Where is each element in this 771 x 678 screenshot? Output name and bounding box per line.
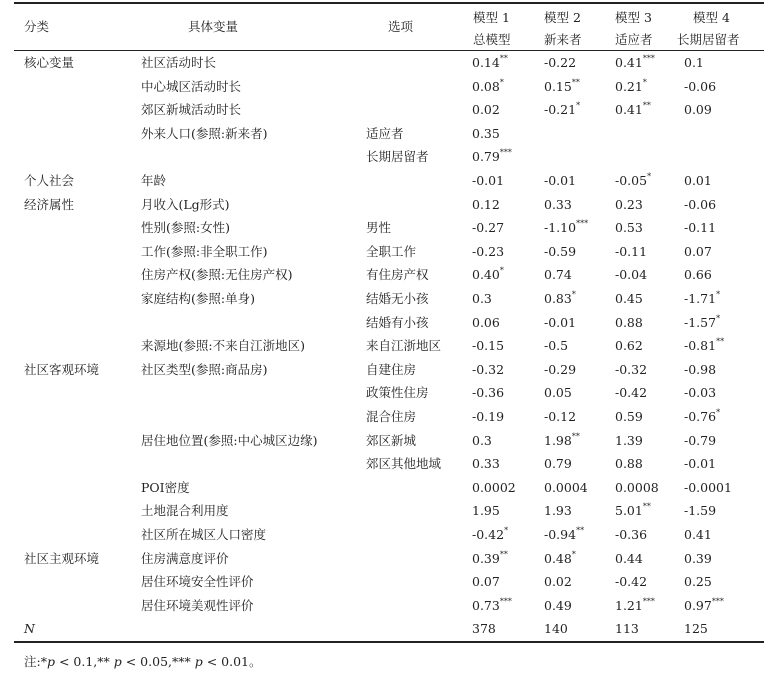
model-1-cell: [472, 287, 492, 311]
significance-stars: ***: [576, 219, 589, 229]
coefficient-value: -1.59: [684, 503, 717, 519]
model-3-cell: [615, 617, 639, 641]
coefficient-value: -0.32: [615, 361, 648, 377]
model-2-cell: [544, 263, 572, 287]
coefficient-value: 0.01: [684, 173, 712, 188]
model-1-cell: [472, 452, 500, 476]
category-cell: 个人社会: [24, 173, 75, 188]
model-2-cell: [544, 358, 576, 382]
model-3-cell: [615, 358, 647, 382]
model-1-cell: [472, 547, 508, 571]
model-4-cell: [684, 169, 712, 193]
table-row: [14, 358, 764, 382]
table-row: [14, 240, 764, 264]
variable-cell: 性别(参照:女性): [141, 220, 230, 236]
model-2-cell: [544, 570, 572, 594]
model-4-cell: [684, 240, 712, 264]
model-1-cell: [472, 476, 516, 500]
model-2-cell: [544, 334, 568, 358]
significance-stars: *: [647, 172, 652, 181]
coefficient-value: 0.44: [615, 550, 643, 566]
model-1-cell: [472, 570, 500, 594]
note-p-1: p: [46, 654, 55, 669]
coefficient-value: 0.0004: [544, 479, 588, 495]
coefficient-value: 113: [615, 621, 639, 637]
coefficient-value: 5.01: [615, 503, 643, 519]
model-1-cell: [472, 122, 500, 146]
coefficient-value: -1.71: [684, 291, 717, 306]
model-4-cell: [684, 193, 716, 217]
model-3-cell: [615, 98, 651, 122]
coefficient-value: -0.27: [472, 220, 505, 236]
significance-stars: ***: [499, 148, 512, 158]
variable-cell: 土地混合利用度: [141, 503, 229, 519]
model-1-cell: [472, 334, 504, 358]
model-3-cell: [615, 476, 659, 500]
variable-cell: 住房产权(参照:无住房产权): [141, 267, 293, 283]
model-2-cell: [544, 287, 576, 311]
category-cell: 社区客观环境: [24, 361, 100, 377]
coefficient-value: 0.83: [544, 291, 572, 306]
significance-stars: *: [571, 290, 576, 299]
model-1-cell: [472, 169, 504, 193]
significance-stars: **: [716, 337, 725, 347]
significance-stars: **: [642, 502, 651, 512]
model-3-cell: [615, 570, 647, 594]
model-3-cell: [615, 75, 647, 99]
variable-cell: 社区所在城区人口密度: [141, 527, 267, 542]
significance-stars: **: [499, 549, 508, 559]
table-row: [14, 98, 764, 122]
coefficient-value: 1.95: [472, 503, 500, 519]
coefficient-value: 0.79: [544, 456, 572, 472]
option-cell: 来自江浙地区: [366, 338, 442, 354]
coefficient-value: 0.02: [544, 574, 572, 590]
variable-cell: 来源地(参照:不来自江浙地区): [141, 338, 305, 354]
table-row: [14, 51, 764, 75]
coefficient-value: -0.42: [615, 574, 648, 590]
coefficient-value: 0.41: [615, 55, 643, 70]
header-model-3-sub: 适应者: [615, 32, 653, 47]
coefficient-value: 0.02: [472, 102, 500, 118]
model-4-cell: [684, 216, 716, 240]
header-category: 分类: [24, 19, 50, 34]
coefficient-value: 0.41: [615, 102, 643, 118]
significance-stars: *: [642, 77, 647, 87]
note-star-2: **: [97, 654, 114, 669]
model-1-cell: [472, 523, 508, 547]
note-p-2: p: [113, 654, 122, 669]
table-row: [14, 75, 764, 99]
variable-cell: 家庭结构(参照:单身): [141, 291, 255, 306]
coefficient-value: 0.41: [684, 527, 712, 542]
coefficient-value: -0.01: [472, 173, 505, 188]
significance-stars: *: [499, 266, 504, 276]
model-1-cell: [472, 51, 508, 75]
model-4-cell: [684, 51, 704, 75]
coefficient-value: 0.33: [472, 456, 500, 472]
coefficient-value: 1.21: [615, 597, 643, 613]
coefficient-value: 0.79: [472, 149, 500, 165]
coefficient-value: 0.05: [544, 385, 572, 401]
header-variable: 具体变量: [188, 19, 239, 34]
option-cell: 混合住房: [366, 409, 417, 424]
significance-stars: **: [642, 101, 651, 111]
coefficient-value: -0.01: [684, 456, 717, 472]
significance-stars: *: [716, 408, 721, 417]
coefficient-value: -0.23: [472, 243, 505, 259]
model-4-cell: [684, 311, 720, 335]
category-cell: 社区主观环境: [24, 550, 100, 566]
coefficient-value: 1.39: [615, 432, 643, 448]
model-1-cell: [472, 594, 512, 618]
option-cell: 郊区其他地域: [366, 456, 442, 472]
header-model-1-sub: 总模型: [473, 32, 511, 47]
model-1-cell: [472, 499, 500, 523]
coefficient-value: -0.01: [544, 314, 577, 330]
coefficient-value: -0.11: [615, 243, 648, 259]
coefficient-value: -0.21: [544, 102, 577, 118]
coefficient-value: -0.98: [684, 361, 717, 377]
coefficient-value: -0.11: [684, 220, 717, 236]
note-threshold-1: < 0.1,: [54, 654, 98, 669]
model-2-cell: [544, 617, 568, 641]
model-3-cell: [615, 523, 647, 547]
model-3-cell: [615, 51, 655, 75]
coefficient-value: 0.07: [684, 243, 712, 259]
coefficient-value: -0.5: [544, 338, 569, 354]
coefficient-value: -1.10: [544, 220, 577, 236]
model-1-cell: [472, 311, 500, 335]
coefficient-value: 0.73: [472, 597, 500, 613]
variable-cell: 居住环境美观性评价: [141, 597, 254, 613]
model-2-cell: [544, 51, 576, 75]
coefficient-value: -0.03: [684, 385, 717, 401]
model-2-cell: [544, 98, 580, 122]
significance-stars: ***: [711, 596, 724, 606]
model-2-cell: [544, 311, 576, 335]
table-row: [14, 452, 764, 476]
table-row: [14, 499, 764, 523]
option-cell: 自建住房: [366, 361, 417, 377]
coefficient-value: 0.74: [544, 267, 572, 283]
coefficient-value: 0.0008: [615, 479, 659, 495]
model-2-cell: [544, 75, 580, 99]
coefficient-value: 0.66: [684, 267, 712, 283]
model-1-cell: [472, 145, 512, 169]
model-4-cell: [684, 381, 716, 405]
model-4-cell: [684, 499, 716, 523]
coefficient-value: 0.3: [472, 291, 492, 306]
header-option: 选项: [388, 19, 414, 34]
model-3-cell: [615, 216, 643, 240]
model-1-cell: [472, 98, 500, 122]
model-4-cell: [684, 263, 712, 287]
coefficient-value: 1.93: [544, 503, 572, 519]
model-3-cell: [615, 452, 643, 476]
option-cell: 长期居留者: [366, 149, 429, 165]
note-star-1: *: [40, 654, 47, 669]
coefficient-value: 0.88: [615, 314, 643, 330]
variable-cell: 郊区新城活动时长: [141, 102, 242, 118]
model-1-cell: [472, 75, 504, 99]
coefficient-value: 0.53: [615, 220, 643, 236]
variable-cell: 居住地位置(参照:中心城区边缘): [141, 432, 318, 448]
table-row: [14, 287, 764, 311]
table-row: [14, 193, 764, 217]
model-2-cell: [544, 381, 572, 405]
coefficient-value: -0.12: [544, 409, 577, 424]
significance-stars: *: [576, 101, 581, 111]
table-row: [14, 523, 764, 547]
coefficient-value: 0.08: [472, 78, 500, 94]
model-3-cell: [615, 547, 643, 571]
significance-stars: **: [576, 526, 585, 535]
table-row: [14, 334, 764, 358]
table-row: [14, 405, 764, 429]
model-4-cell: [684, 523, 712, 547]
model-1-cell: [472, 405, 504, 429]
model-3-cell: [615, 405, 643, 429]
model-3-cell: [615, 263, 647, 287]
significance-stars: *: [716, 313, 721, 323]
header-model-4-name: 模型 4: [693, 10, 730, 25]
coefficient-value: 378: [472, 621, 496, 637]
table-row: [14, 547, 764, 571]
table-row: [14, 381, 764, 405]
model-2-cell: [544, 452, 572, 476]
model-2-cell: [544, 405, 576, 429]
significance-stars: *: [504, 526, 509, 535]
model-2-cell: [544, 216, 588, 240]
model-3-cell: [615, 334, 643, 358]
model-2-cell: [544, 594, 572, 618]
variable-cell: 外来人口(参照:新来者): [141, 125, 268, 141]
significance-stars: **: [571, 77, 580, 87]
table-row: [14, 122, 764, 146]
coefficient-value: -1.57: [684, 314, 717, 330]
significance-stars: *: [716, 290, 721, 299]
model-2-cell: [544, 523, 584, 547]
coefficient-value: -0.32: [472, 361, 505, 377]
coefficient-value: -0.04: [615, 267, 648, 283]
coefficient-value: 0.0002: [472, 479, 516, 495]
coefficient-value: 0.45: [615, 291, 643, 306]
table-row: [14, 145, 764, 169]
option-cell: 适应者: [366, 125, 404, 141]
significance-stars: ***: [642, 54, 655, 63]
coefficient-value: -0.15: [472, 338, 505, 354]
table-row: [14, 216, 764, 240]
coefficient-value: 0.88: [615, 456, 643, 472]
note-prefix: 注:: [24, 654, 41, 669]
category-cell: 经济属性: [24, 196, 75, 212]
coefficient-value: 1.98: [544, 432, 572, 448]
model-3-cell: [615, 240, 647, 264]
model-1-cell: [472, 263, 504, 287]
coefficient-value: -0.01: [544, 173, 577, 188]
coefficient-value: 0.1: [684, 55, 704, 70]
model-4-cell: [684, 476, 732, 500]
coefficient-value: 0.49: [544, 597, 572, 613]
option-cell: 有住房产权: [366, 267, 429, 283]
top-rule: [14, 2, 764, 4]
coefficient-value: -0.94: [544, 527, 577, 542]
significance-stars: ***: [499, 596, 512, 606]
coefficient-value: 0.62: [615, 338, 643, 354]
coefficient-value: -0.42: [615, 385, 648, 401]
coefficient-value: -0.76: [684, 409, 717, 424]
variable-cell: 中心城区活动时长: [141, 78, 242, 94]
table-row: [14, 594, 764, 618]
variable-cell: 社区类型(参照:商品房): [141, 361, 268, 377]
model-2-cell: [544, 193, 572, 217]
coefficient-value: -0.0001: [684, 479, 732, 495]
model-4-cell: [684, 287, 720, 311]
header-model-4-sub: 长期居留者: [677, 32, 740, 47]
coefficient-value: 0.59: [615, 409, 643, 424]
table-row: [14, 263, 764, 287]
model-1-cell: [472, 193, 500, 217]
table-row: [14, 476, 764, 500]
model-1-cell: [472, 358, 504, 382]
variable-cell: 住房满意度评价: [141, 550, 229, 566]
variable-cell: 居住环境安全性评价: [141, 574, 254, 590]
coefficient-value: -0.79: [684, 432, 717, 448]
option-cell: 男性: [366, 220, 392, 236]
coefficient-value: 0.14: [472, 55, 500, 70]
option-cell: 结婚有小孩: [366, 314, 429, 330]
coefficient-value: -0.06: [684, 78, 717, 94]
table-row: [14, 169, 764, 193]
model-4-cell: [684, 429, 716, 453]
model-1-cell: [472, 381, 504, 405]
coefficient-value: -0.59: [544, 243, 577, 259]
model-4-cell: [684, 405, 720, 429]
coefficient-value: 0.35: [472, 125, 500, 141]
header-model-2-sub: 新来者: [544, 32, 582, 47]
coefficient-value: -0.29: [544, 361, 577, 377]
model-4-cell: [684, 75, 716, 99]
model-1-cell: [472, 240, 504, 264]
table-row: [14, 570, 764, 594]
model-2-cell: [544, 240, 576, 264]
significance-stars: ***: [642, 596, 655, 606]
note-threshold-2: < 0.05,: [121, 654, 172, 669]
coefficient-value: -0.06: [684, 196, 717, 212]
note-star-3: ***: [172, 654, 195, 669]
option-cell: 政策性住房: [366, 385, 429, 401]
model-3-cell: [615, 311, 643, 335]
significance-stars: **: [499, 54, 508, 63]
coefficient-value: 0.39: [472, 550, 500, 566]
model-4-cell: [684, 547, 712, 571]
model-4-cell: [684, 617, 708, 641]
model-4-cell: [684, 452, 716, 476]
table-row: [14, 311, 764, 335]
table-row: [14, 429, 764, 453]
table-note: [24, 652, 262, 670]
model-3-cell: [615, 381, 647, 405]
coefficient-value: 0.48: [544, 550, 572, 566]
header-model-1-name: 模型 1: [473, 10, 510, 25]
variable-cell: 年龄: [141, 173, 167, 188]
model-3-cell: [615, 193, 643, 217]
model-3-cell: [615, 287, 643, 311]
coefficient-value: 125: [684, 621, 708, 637]
model-4-cell: [684, 358, 716, 382]
coefficient-value: 0.97: [684, 597, 712, 613]
variable-cell: 社区活动时长: [141, 55, 217, 70]
coefficient-value: 0.23: [615, 196, 643, 212]
model-2-cell: [544, 547, 576, 571]
coefficient-value: -0.36: [615, 527, 648, 542]
table-row: [14, 617, 764, 641]
model-4-cell: [684, 334, 724, 358]
note-p-3: p: [194, 654, 203, 669]
model-2-cell: [544, 499, 572, 523]
option-cell: 结婚无小孩: [366, 291, 429, 306]
header-model-3-name: 模型 3: [615, 10, 652, 25]
coefficient-value: 0.3: [472, 432, 492, 448]
coefficient-value: 0.33: [544, 196, 572, 212]
note-threshold-3: < 0.01。: [202, 654, 262, 669]
coefficient-value: 0.09: [684, 102, 712, 118]
coefficient-value: -0.42: [472, 527, 505, 542]
coefficient-value: -0.22: [544, 55, 577, 70]
coefficient-value: 0.25: [684, 574, 712, 590]
model-4-cell: [684, 594, 724, 618]
model-4-cell: [684, 570, 712, 594]
option-cell: 全职工作: [366, 243, 417, 259]
model-3-cell: [615, 429, 643, 453]
significance-stars: *: [571, 549, 576, 559]
model-1-cell: [472, 617, 496, 641]
coefficient-value: 0.39: [684, 550, 712, 566]
model-3-cell: [615, 499, 651, 523]
model-1-cell: [472, 216, 504, 240]
model-2-cell: [544, 476, 588, 500]
model-1-cell: [472, 429, 492, 453]
variable-cell: 月收入(Lg形式): [141, 196, 230, 212]
model-3-cell: [615, 594, 655, 618]
coefficient-value: 0.07: [472, 574, 500, 590]
model-3-cell: [615, 169, 651, 193]
coefficient-value: -0.81: [684, 338, 717, 354]
significance-stars: **: [571, 431, 580, 441]
option-cell: 郊区新城: [366, 432, 417, 448]
header-model-2-name: 模型 2: [544, 10, 581, 25]
significance-stars: *: [499, 77, 504, 87]
category-cell: 核心变量: [24, 55, 75, 70]
coefficient-value: 0.15: [544, 78, 572, 94]
coefficient-value: -0.19: [472, 409, 505, 424]
model-2-cell: [544, 429, 580, 453]
coefficient-value: 0.12: [472, 196, 500, 212]
coefficient-value: 0.40: [472, 267, 500, 283]
model-4-cell: [684, 98, 712, 122]
category-cell: N: [24, 621, 35, 637]
model-2-cell: [544, 169, 576, 193]
coefficient-value: 0.21: [615, 78, 643, 94]
variable-cell: 工作(参照:非全职工作): [141, 243, 268, 259]
coefficient-value: -0.05: [615, 173, 648, 188]
coefficient-value: 140: [544, 621, 568, 637]
variable-cell: POI密度: [141, 479, 190, 495]
coefficient-value: -0.36: [472, 385, 505, 401]
coefficient-value: 0.06: [472, 314, 500, 330]
